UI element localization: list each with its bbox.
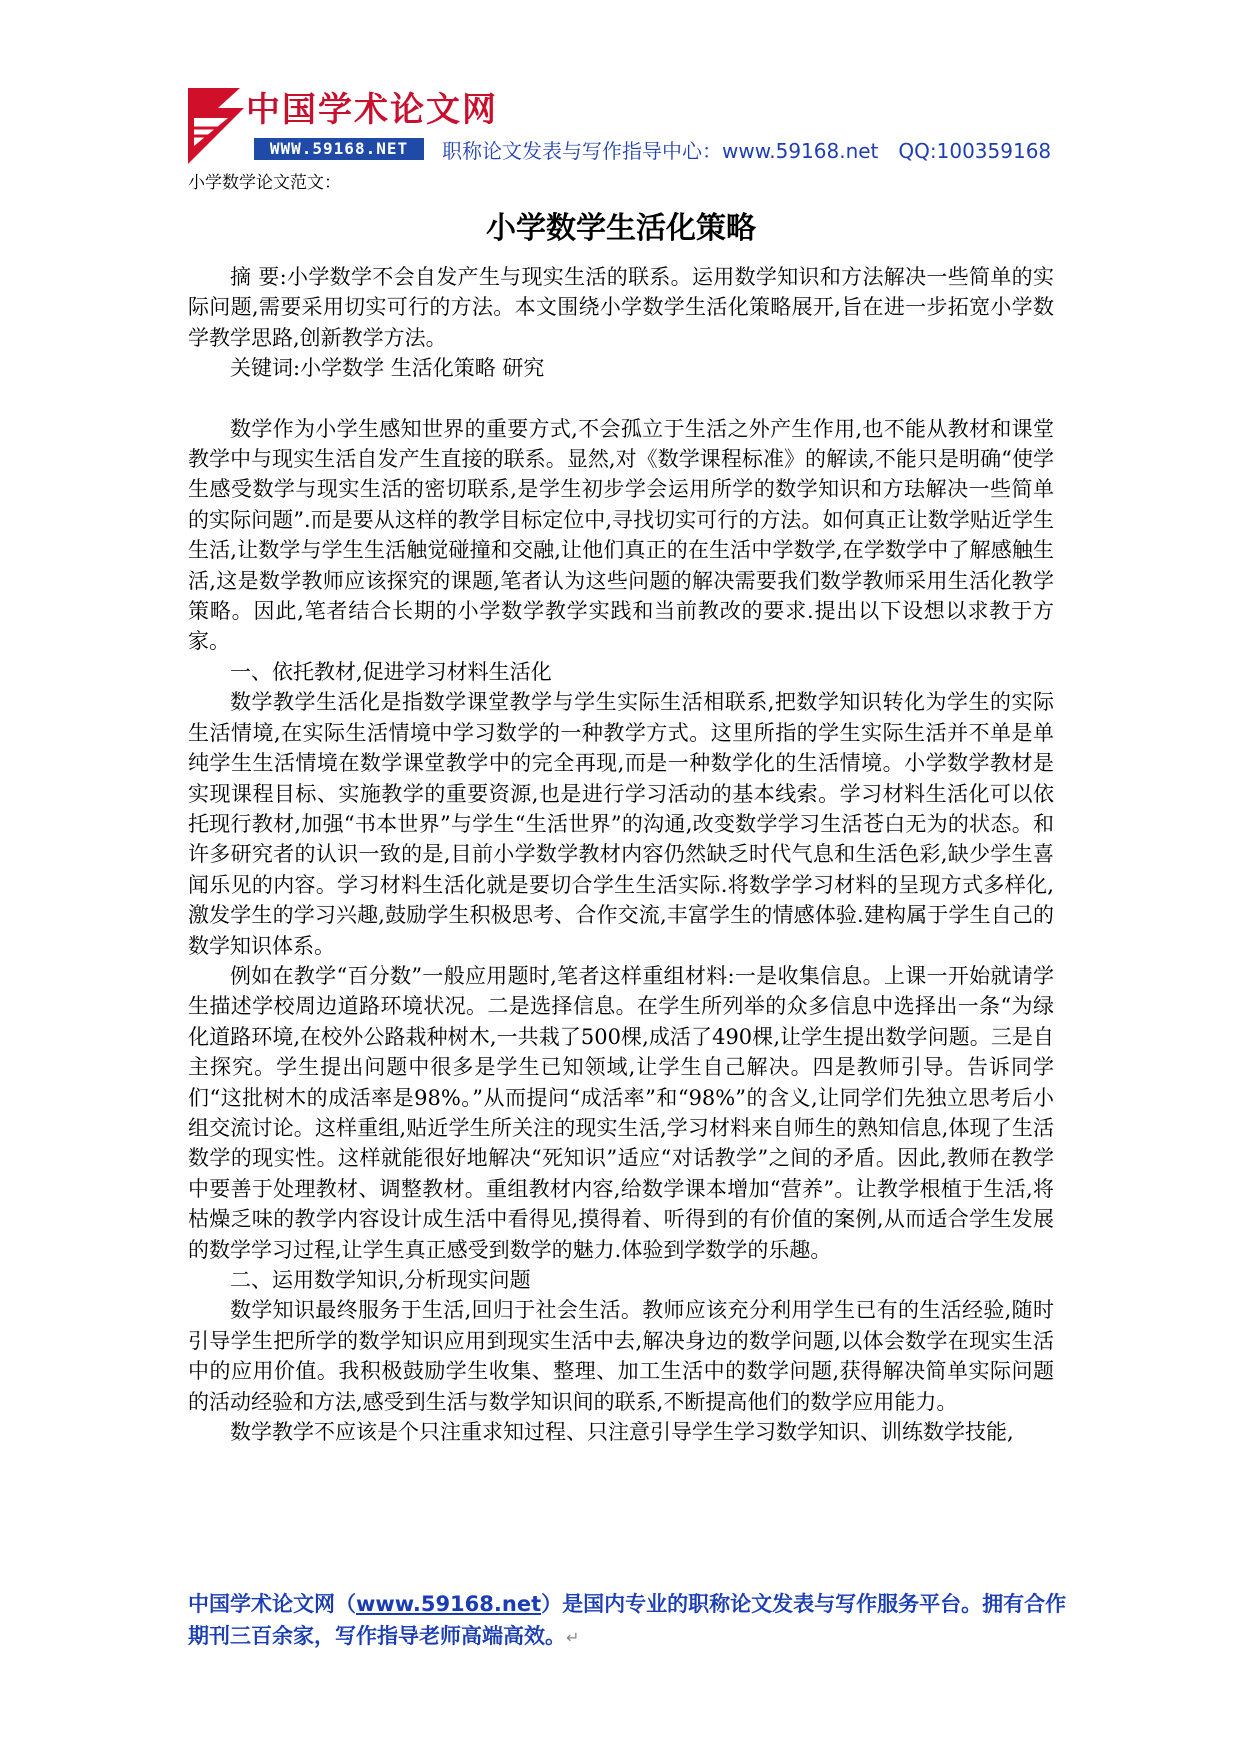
abstract: 摘 要:小学数学不会自发产生与现实生活的联系。运用数学知识和方法解决一些简单的实际问题,需要采用切实可行的方法。本文围绕小学数学生活化策略展开,旨在进一步拓宽小学数学教学思路,创新教学方法。 bbox=[188, 265, 1054, 350]
footer-prefix: 中国学术论文网（ bbox=[188, 1592, 356, 1616]
qq-number: QQ:100359168 bbox=[898, 139, 1052, 163]
paragraph-gap bbox=[188, 384, 1054, 414]
tagline-text[interactable]: 职称论文发表与写作指导中心：www.59168.net bbox=[442, 139, 879, 163]
section-heading: 二、运用数学知识,分析现实问题 bbox=[230, 1268, 531, 1292]
page-label: 小学数学论文范文： bbox=[188, 173, 341, 193]
logo-url: WWW.59168.NET bbox=[254, 138, 424, 160]
paragraph: 数学教学生活化是指数学课堂教学与学生实际生活相联系,把数学知识转化为学生的实际生活情境,在实际生活情境中学习数学的一种教学方式。这里所指的学生实际生活并不单是单纯学生生活情境在数学课堂教学中的完全再现,而是一种数学化的生活情境。小学数学教材是实现课程目标、实施教学的重要资源,也是进行学习活动的基本线索。学习材料生活化可以依托现行教材,加强“书本世界”与学生“生活世界”的沟通,改变数学学习生活苍白无为的状态。和许多研究者的认识一致的是,目前小学数学教材内容仍然缺乏时代气息和生活色彩,缺少学生喜闻乐见的内容。学习材料生活化就是要切合学生生活实际.将数学学习材料的呈现方式多样化,激发学生的学习兴趣,鼓励学生积极思考、合作交流,丰富学生的情感体验.建构属于学生自己的数学知识体系。 bbox=[188, 690, 1054, 958]
section-heading: 一、依托教材,促进学习材料生活化 bbox=[230, 659, 552, 684]
footer-suffix: ）是国内专业的职称论文发表与写作服务平台。拥有合作期刊三百余家，写作指导老师高端高效。 bbox=[188, 1592, 1067, 1648]
logo-title: 中国学术论文网 bbox=[246, 90, 498, 130]
page-header bbox=[188, 88, 1088, 168]
keywords: 关键词:小学数学 生活化策略 研究 bbox=[230, 356, 545, 381]
document-title: 小学数学生活化策略 bbox=[486, 211, 756, 246]
return-mark-icon: ↵ bbox=[566, 1628, 580, 1647]
paragraph: 数学教学不应该是个只注重求知过程、只注意引导学生学习数学知识、训练数学技能, bbox=[230, 1420, 1014, 1445]
footer-promo bbox=[188, 1588, 1068, 1654]
footer-link[interactable]: www.59168.net bbox=[356, 1592, 542, 1616]
logo-flag-icon bbox=[188, 88, 248, 164]
article-body bbox=[188, 262, 1054, 1447]
site-logo[interactable] bbox=[188, 88, 498, 164]
paragraph: 数学作为小学生感知世界的重要方式,不会孤立于生活之外产生作用,也不能从教材和课堂教学中与现实生活自发产生直接的联系。显然,对《数学课程标准》的解读,不能只是明确“使学生感受数学与现实生活的密切联系,是学生初步学会运用所学的数学知识和方珐解决一些简单的实际问题”.而是要从这样的教学目标定位中,寻找切实可行的方法。如何真正让数学贴近学生生活,让数学与学生生活触觉碰撞和交融,让他们真正的在生活中学数学,在学数学中了解感触生活,这是数学教师应该探究的课题,笔者认为这些问题的解决需要我们数学教师采用生活化教学策略。因此,笔者结合长期的小学数学教学实践和当前教改的要求.提出以下设想以求教于方家。 bbox=[188, 416, 1054, 654]
paragraph: 例如在教学“百分数”一般应用题时,笔者这样重组材料:一是收集信息。上课一开始就请学生描述学校周边道路环境状况。二是选择信息。在学生所列举的众多信息中选择出一条“为绿化道路环境,在校外公路栽种树木,一共栽了500棵,成活了490棵,让学生提出数学问题。三是自主探究。学生提出问题中很多是学生已知领域,让学生自己解决。四是教师引导。告诉同学们“这批树木的成活率是98%。”从而提问“成活率”和“98%”的含义,让同学们先独立思考后小组交流讨论。这样重组,贴近学生所关注的现实生活,学习材料来自师生的熟知信息,体现了生活数学的现实性。这样就能很好地解决“死知识”适应“对话教学”之间的矛盾。因此,教师在教学中要善于处理教材、调整教材。重组教材内容,给数学课本增加“营养”。让教学根植于生活,将枯燥乏味的教学内容设计成生活中看得见,摸得着、听得到的有价值的案例,从而适合学生发展的数学学习过程,让学生真正感受到数学的魅力.体验到学数学的乐趣。 bbox=[188, 963, 1054, 1262]
paragraph: 数学知识最终服务于生活,回归于社会生活。教师应该充分利用学生已有的生活经验,随时引导学生把所学的数学知识应用到现实生活中去,解决身边的数学问题,以体会数学在现实生活中的应用价值。我积极鼓励学生收集、整理、加工生活中的数学问题,获得解决简单实际问题的活动经验和方法,感受到生活与数学知识间的联系,不断提高他们的数学应用能力。 bbox=[188, 1298, 1054, 1414]
header-tagline bbox=[442, 138, 1062, 164]
